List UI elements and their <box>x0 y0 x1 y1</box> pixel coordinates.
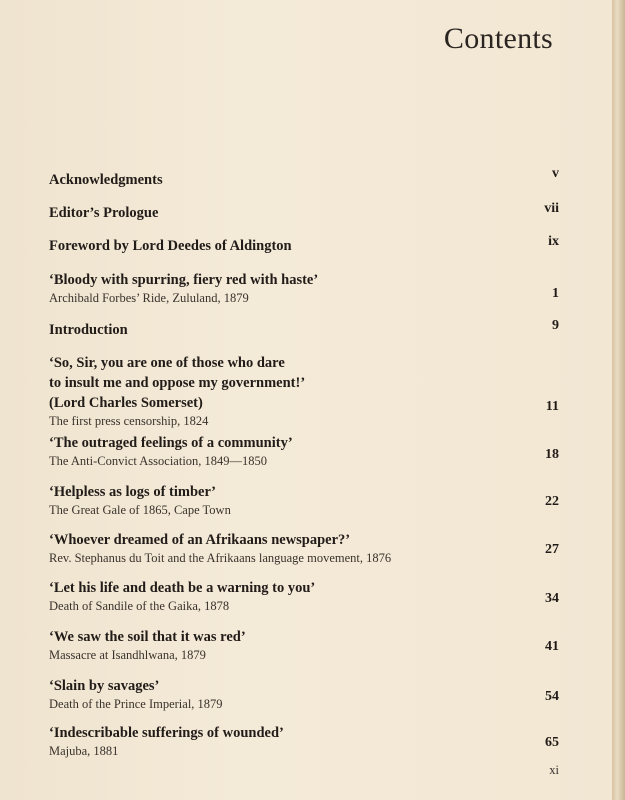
toc-entry-title: ‘Indescribable sufferings of wounded’ <box>49 725 284 741</box>
toc-page-number: 9 <box>552 318 559 333</box>
toc-entry-title: ‘Helpless as logs of timber’ <box>49 484 216 500</box>
toc-entry <box>49 203 559 223</box>
toc-entry <box>49 320 559 340</box>
toc-entry-title: ‘We saw the soil that it was red’ <box>49 629 246 645</box>
toc-page-number: 54 <box>545 689 559 704</box>
toc-entry <box>49 236 559 256</box>
toc-page-number: ix <box>548 234 559 249</box>
toc-page-number: 41 <box>545 639 559 654</box>
toc-entry <box>49 578 559 614</box>
toc-entry-title: ‘Whoever dreamed of an Afrikaans newspaper?’ <box>49 532 351 548</box>
toc-page-number: 18 <box>545 447 559 462</box>
toc-entry <box>49 627 559 663</box>
toc-page-number: v <box>552 166 559 181</box>
toc-entry-title: ‘Let his life and death be a warning to you’ <box>49 580 316 596</box>
toc-entry-title-line: (Lord Charles Somerset) <box>49 395 203 411</box>
toc-page-number: 34 <box>545 591 559 606</box>
toc-entry-subtitle: Massacre at Isandhlwana, 1879 <box>49 648 206 662</box>
toc-entry-title: ‘Slain by savages’ <box>49 678 160 694</box>
toc-page-number: 65 <box>545 735 559 750</box>
toc-entry-title: Introduction <box>49 322 128 338</box>
toc-page-number: 27 <box>545 542 559 557</box>
toc-entry <box>49 723 559 759</box>
toc-entry <box>49 270 559 306</box>
toc-entry-subtitle: Death of Sandile of the Gaika, 1878 <box>49 599 230 613</box>
toc-entry-subtitle: Death of the Prince Imperial, 1879 <box>49 697 223 711</box>
toc-entry-subtitle: The Anti-Convict Association, 1849—1850 <box>49 454 268 468</box>
toc-entry-subtitle: Rev. Stephanus du Toit and the Afrikaans language movement, 1876 <box>49 551 392 565</box>
toc-page-number: vii <box>544 201 559 216</box>
toc-entry-subtitle: Majuba, 1881 <box>49 744 119 758</box>
toc-entry-title-line: ‘So, Sir, you are one of those who dare <box>49 355 285 371</box>
toc-entry <box>49 433 559 469</box>
page-title: Contents <box>443 22 553 55</box>
toc-entry-subtitle: Archibald Forbes’ Ride, Zululand, 1879 <box>49 291 249 305</box>
toc-entry-title: ‘The outraged feelings of a community’ <box>49 435 293 451</box>
toc-entry <box>49 482 559 518</box>
toc-entry-title: ‘Bloody with spurring, fiery red with haste’ <box>49 272 319 288</box>
page-edge <box>612 0 625 800</box>
toc-page-number: 11 <box>545 399 559 414</box>
toc-entry <box>49 530 559 566</box>
toc-entry-subtitle: The first press censorship, 1824 <box>49 414 209 428</box>
toc-page-number: 1 <box>552 286 559 301</box>
folio-page-number: xi <box>549 763 559 777</box>
toc-entry-title: Editor’s Prologue <box>49 205 159 221</box>
toc-entry-title: Foreword by Lord Deedes of Aldington <box>49 238 292 254</box>
toc-entry <box>49 170 559 190</box>
toc-entry <box>49 676 559 712</box>
toc-entry <box>49 353 559 429</box>
toc-page-number: 22 <box>545 494 559 509</box>
toc-entry-title-line: to insult me and oppose my government!’ <box>49 375 306 391</box>
toc-entry-title: Acknowledgments <box>49 172 163 188</box>
toc-entry-subtitle: The Great Gale of 1865, Cape Town <box>49 503 231 517</box>
